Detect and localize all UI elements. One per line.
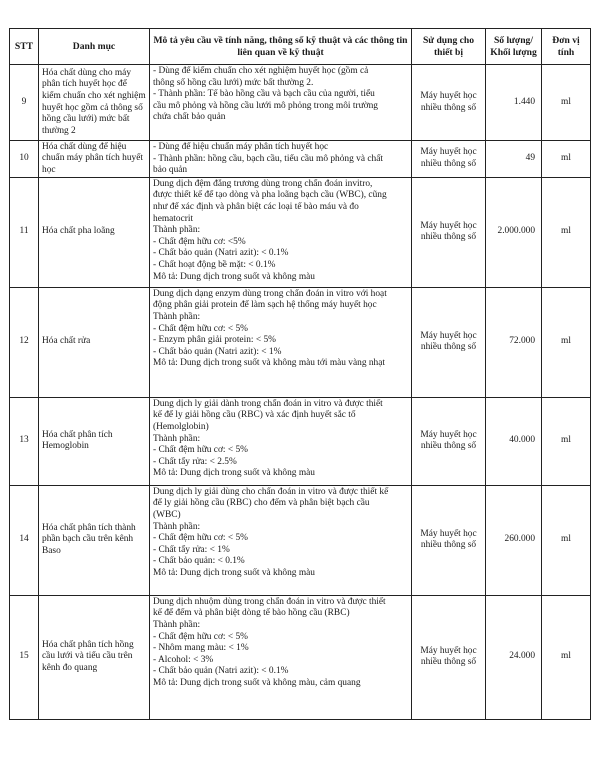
specification-table [9,28,591,720]
description-line: Thành phần: [153,521,201,532]
row-unit: ml [542,397,591,485]
description-line: Mô tả: Dung dịch trong suốt và không màu [153,468,315,479]
row-device: Máy huyết học nhiều thông số [412,141,486,178]
row-quantity: 2.000.000 [486,177,542,287]
row-description [150,65,412,141]
description-line: - Thành phần: Tế bào hồng cầu và bạch cầu của người, tiểu [153,89,375,100]
description-line: động phân giải protein để làm sạch hệ thống máy huyết học [153,300,377,311]
description-line: Dung dịch ly giải dùng cho chẩn đoán in vitro và được thiết kế [153,486,389,497]
row-quantity: 40.000 [486,397,542,485]
row-stt: 10 [10,141,39,178]
description-line: Mô tả: Dung dịch trong suốt và không màu tới màu vàng nhạt [153,358,386,369]
header-row [10,29,591,65]
row-device: Máy huyết học nhiều thông số [412,397,486,485]
header-quantity: Số lượng/ Khối lượng [486,29,542,65]
row-category: Hóa chất dùng cho máy phân tích huyết học để kiểm chuẩn cho xét nghiệm huyết học gồm cả thông số hồng cầu lưới) mức bất thường 2 [39,65,150,141]
row-unit: ml [542,65,591,141]
row-quantity: 72.000 [486,287,542,397]
row-unit: ml [542,141,591,178]
description-line: - Chất đệm hữu cơ: < 5% [153,323,248,334]
row-category: Hóa chất rửa [39,287,150,397]
description-line: kế để ly giải hồng cầu (RBC) và xác định huyết sắc tố [153,410,356,421]
description-line: hematocrit [153,213,194,224]
table-row [10,397,591,485]
row-device: Máy huyết học nhiều thông số [412,595,486,719]
description-line: - Nhôm mang màu: < 1% [153,643,249,654]
row-quantity: 49 [486,141,542,178]
description-line: Dung dịch đệm đẳng trương dùng trong chẩn đoán invitro, [153,178,373,189]
description-line: Mô tả: Dung dịch trong suốt và không màu, cảm quang [153,677,361,688]
description-line: - Chất đệm hữu cơ: < 5% [153,445,248,456]
description-line: - Chất đệm hữu cơ: < 5% [153,533,248,544]
row-stt: 15 [10,595,39,719]
row-device: Máy huyết học nhiều thông số [412,65,486,141]
row-description [150,485,412,595]
description-line: - Dùng để kiểm chuẩn cho xét nghiệm huyết học (gồm cả [153,66,369,76]
description-line: Dung dịch dạng enzym dùng trong chẩn đoán in vitro với hoạt [153,288,387,299]
header-device: Sử dụng cho thiết bị [412,29,486,65]
row-device: Máy huyết học nhiều thông số [412,287,486,397]
row-stt: 9 [10,65,39,141]
description-line: Thành phần: [153,225,201,236]
table-row [10,287,591,397]
table-row [10,141,591,178]
description-line: Mô tả: Dung dịch trong suốt và không màu [153,567,315,578]
description-line: (WBC) [153,509,181,520]
header-description: Mô tả yêu cầu về tính năng, thông số kỹ thuật và các thông tin liên quan về kỹ thuật [150,29,412,65]
header-category: Danh mục [39,29,150,65]
row-quantity: 24.000 [486,595,542,719]
row-quantity: 1.440 [486,65,542,141]
description-line: chứa chất bảo quản [153,112,226,123]
row-description [150,287,412,397]
description-line: Thành phần: [153,433,201,444]
header-stt: STT [10,29,39,65]
description-line: cầu mô phỏng và hồng cầu lưới mô phỏng trong môi trường [153,100,378,111]
description-line: - Chất bảo quản: < 0.1% [153,556,245,567]
description-line: - Alcohol: < 3% [153,654,214,665]
description-line: - Dùng để hiệu chuẩn máy phân tích huyết học [153,142,329,152]
description-line: - Chất bảo quản (Natri azit): < 0.1% [153,248,289,259]
description-line: - Chất bảo quản (Natri azit): < 1% [153,346,282,357]
row-quantity: 260.000 [486,485,542,595]
description-line: kế để đếm và phân biệt dòng tế bào hồng cầu (RBC) [153,608,350,619]
description-line: bảo quản [153,165,188,176]
row-category: Hóa chất pha loãng [39,177,150,287]
description-line: - Chất tẩy rửa: < 2.5% [153,456,237,467]
description-line: Thành phần: [153,619,201,630]
row-device: Máy huyết học nhiều thông số [412,177,486,287]
description-line: Thành phần: [153,311,201,322]
description-line: thông số hồng cầu lưới) mức bất thường 2. [153,77,314,88]
description-line: - Thành phần: hồng cầu, bạch cầu, tiểu cầu mô phỏng và chất [153,153,383,164]
description-line: Dung dịch ly giải dành trong chẩn đoán in vitro và được thiết [153,398,383,409]
row-unit: ml [542,485,591,595]
table-row [10,485,591,595]
description-line: - Chất bảo quản (Natri azit): < 0.1% [153,666,289,677]
description-line: như để xác định và phân biệt các loại tế bào máu và đo [153,201,359,212]
table-row [10,595,591,719]
description-line: (Hemolglobin) [153,421,209,432]
row-unit: ml [542,177,591,287]
row-category: Hóa chất phân tích thành phần bạch cầu trên kênh Baso [39,485,150,595]
row-device: Máy huyết học nhiều thông số [412,485,486,595]
description-line: Mô tả: Dung dịch trong suốt và không màu [153,271,315,282]
row-unit: ml [542,287,591,397]
row-category: Hóa chất phân tích hồng cầu lưới và tiểu cầu trên kênh đo quang [39,595,150,719]
table-body [10,65,591,720]
description-line: Dung dịch nhuộm dùng trong chẩn đoán in vitro và được thiết [153,596,386,607]
row-description [150,595,412,719]
row-stt: 12 [10,287,39,397]
description-line: - Chất hoạt động bề mặt: < 0.1% [153,259,276,270]
description-line: - Enzym phân giải protein: < 5% [153,335,276,346]
description-line: - Chất tẩy rửa: < 1% [153,544,230,555]
description-line: - Chất đệm hữu cơ: < 5% [153,631,248,642]
row-description [150,177,412,287]
table-row [10,177,591,287]
table-row [10,65,591,141]
description-line: để ly giải hồng cầu (RBC) cho đếm và phân biệt bạch cầu [153,498,370,509]
row-stt: 11 [10,177,39,287]
header-unit: Đơn vị tính [542,29,591,65]
description-line: được thiết kế để tạo dòng và pha loãng bạch cầu (WBC), cũng [153,190,387,201]
row-description [150,397,412,485]
row-stt: 13 [10,397,39,485]
row-description [150,141,412,178]
row-category: Hóa chất dùng để hiệu chuẩn máy phân tích huyết học [39,141,150,178]
row-category: Hóa chất phân tích Hemoglobin [39,397,150,485]
row-unit: ml [542,595,591,719]
description-line: - Chất đệm hữu cơ: <5% [153,236,246,247]
row-stt: 14 [10,485,39,595]
